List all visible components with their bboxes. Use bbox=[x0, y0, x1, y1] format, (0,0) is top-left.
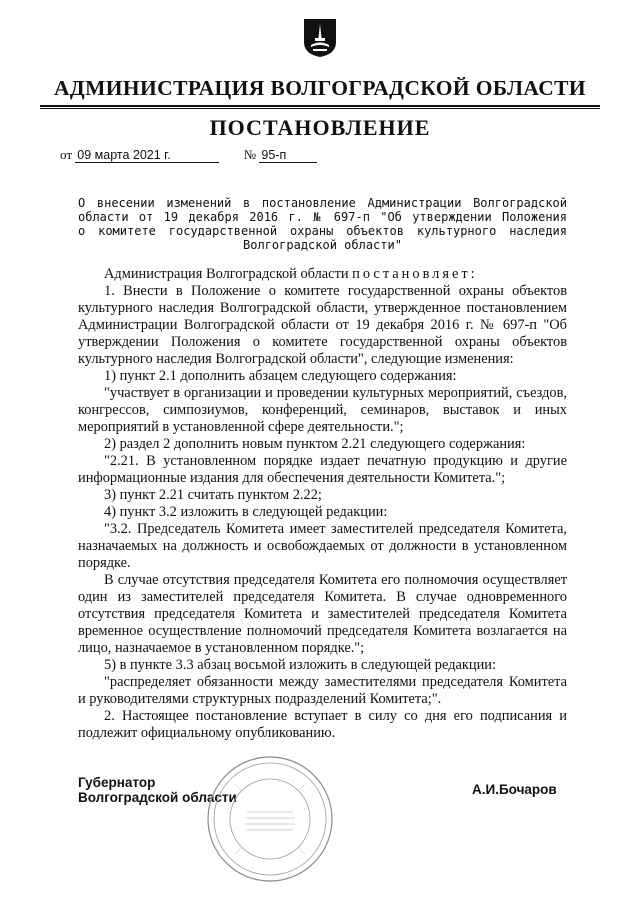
subject-line: области от 19 декабря 2016 г. № 697-п "Об утверждении Положения bbox=[78, 210, 567, 224]
position-line: Волгоградской области bbox=[78, 790, 237, 805]
date-label: от bbox=[60, 147, 73, 162]
paragraph: 3) пункт 2.21 считать пунктом 2.22; bbox=[104, 487, 322, 503]
coat-of-arms-icon bbox=[303, 18, 337, 58]
subject-line: Волгоградской области" bbox=[243, 238, 402, 252]
paragraph: 1) пункт 2.1 дополнить абзацем следующего содержания: bbox=[104, 368, 457, 384]
date-number-line bbox=[60, 147, 317, 163]
intro-lead: Администрация Волгоградской области bbox=[104, 266, 349, 282]
paragraph: "3.2. Председатель Комитета имеет заместителей председателя Комитета, назначаемых на должность и освобождаемых от должности в установленном порядке. bbox=[78, 521, 567, 571]
paragraph: 4) пункт 3.2 изложить в следующей редакции: bbox=[104, 504, 388, 520]
document-number: 95-п bbox=[259, 149, 317, 163]
subject-line: о комитете государственной охраны объектов культурного наследия bbox=[78, 224, 567, 238]
paragraph: 5) в пункте 3.3 абзац восьмой изложить в следующей редакции: bbox=[104, 657, 497, 673]
paragraph: 2. Настоящее постановление вступает в силу со дня его подписания и подлежит официальному опубликованию. bbox=[78, 708, 567, 741]
paragraph: В случае отсутствия председателя Комитета его полномочия осуществляет один из заместителей председателя Комитета. В случае одновременного отсутствия председателя Комитета и заместителей председателя Комитета временное осуществление полномочий председателя Комитета возлагается на лицо, назначаемое в установленном порядке."; bbox=[78, 572, 567, 656]
header-rule-thin bbox=[40, 108, 600, 109]
number-label: № bbox=[243, 147, 257, 162]
intro-resolves: постановляет: bbox=[352, 266, 478, 282]
paragraph: "2.21. В установленном порядке издает печатную продукцию и другие информационные издания для обеспечения деятельности Комитета."; bbox=[78, 453, 567, 486]
paragraph: 2) раздел 2 дополнить новым пунктом 2.21 следующего содержания: bbox=[104, 436, 526, 452]
document-body bbox=[78, 266, 567, 742]
position-line: Губернатор bbox=[78, 775, 156, 790]
intro-paragraph bbox=[78, 266, 567, 283]
paragraph: "распределяет обязанности между заместителями председателя Комитета и руководителями структурных подразделений Комитета;". bbox=[78, 674, 567, 707]
document-subject bbox=[78, 196, 567, 252]
organization-title: АДМИНИСТРАЦИЯ ВОЛГОГРАДСКОЙ ОБЛАСТИ bbox=[53, 76, 587, 100]
paragraph: "участвует в организации и проведении культурных мероприятий, съездов, конгрессов, симпозиумов, конференций, семинаров, выставок и иных мероприятий в установленной сфере деятельности."; bbox=[78, 385, 567, 435]
subject-line: О внесении изменений в постановление Администрации Волгоградской bbox=[78, 196, 567, 210]
header-rule bbox=[40, 105, 600, 107]
paragraph: 1. Внести в Положение о комитете государственной охраны объектов культурного наследия Волгоградской области, утвержденное постановлением Администрации Волгоградской области от 19 декабря 2016 г. № 697-п "Об утверждении Положения о комитете государственной охраны объектов культурного наследия Волгоградской области", следующие изменения: bbox=[78, 283, 567, 367]
signatory-name: А.И.Бочаров bbox=[472, 782, 557, 797]
document-type: ПОСТАНОВЛЕНИЕ bbox=[209, 115, 431, 140]
official-seal-icon bbox=[205, 754, 335, 884]
document-date: 09 марта 2021 г. bbox=[75, 149, 219, 163]
